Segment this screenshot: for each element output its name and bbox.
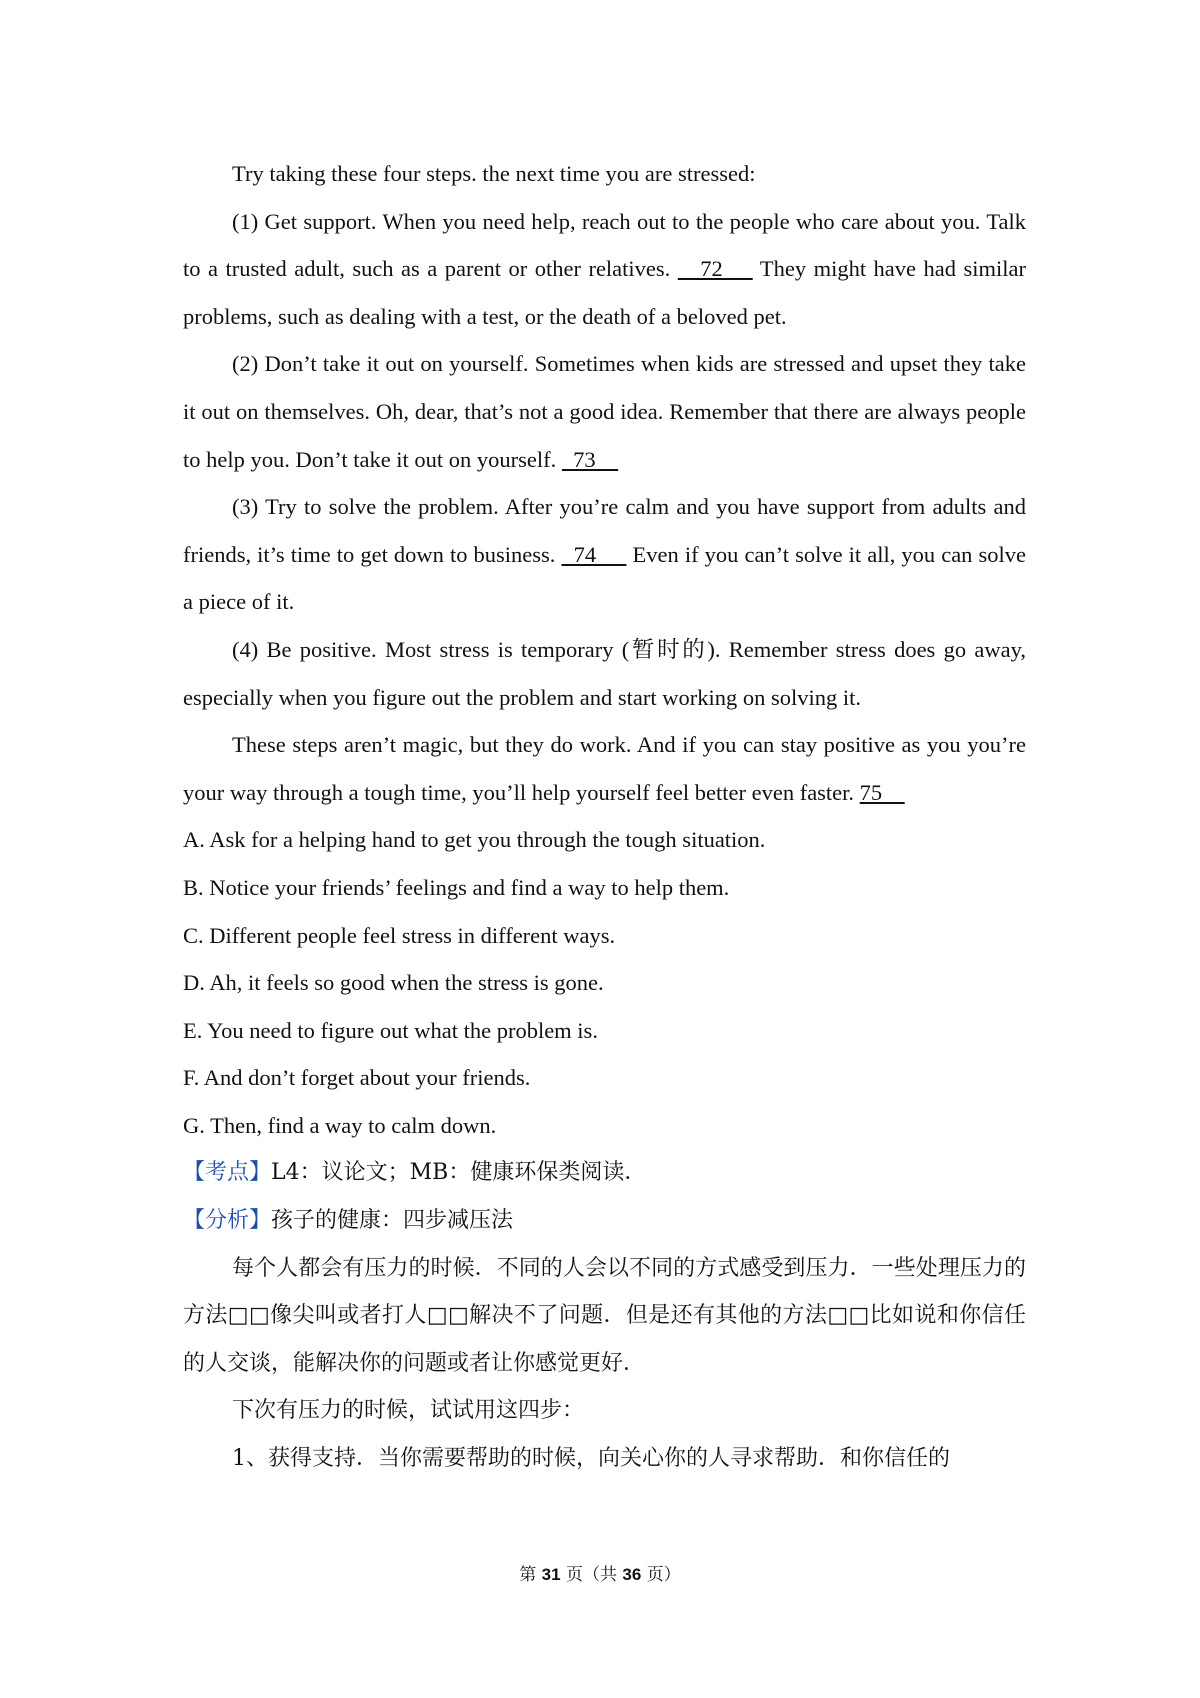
document-body	[183, 150, 1026, 1483]
closing-paragraph	[183, 721, 1026, 816]
step-3-text-end: Even if you can’t solve it all, you can solve a piece of it.	[183, 541, 1026, 615]
closing-text: These steps aren’t magic, but they do work. And if you can stay positive as you you’re your way through a tough time, you’ll help yourself feel better even faster.	[183, 732, 1026, 805]
kaodian-text: L4：议论文；MB：健康环保类阅读．	[271, 1160, 647, 1186]
option-a: A. Ask for a helping hand to get you through the tough situation.	[183, 827, 766, 853]
fenxi-line	[183, 1197, 1026, 1245]
step-2-text: (2) Don’t take it out on yourself. Sometimes when kids are stressed and upset they take it out on themselves. Oh, dear, that’s not a good idea. Remember that there are always people to help you. Don’t take it out on yourself.	[183, 351, 1026, 472]
kaodian-tag: 【考点】	[183, 1160, 272, 1186]
step-1-text: (1) Get support. When you need help, reach out to the people who care about you. Talk to a trusted adult, such as a parent or other relatives.	[183, 208, 1026, 282]
fenxi-text: 孩子的健康：四步减压法	[271, 1208, 514, 1234]
footer-middle: 页（共	[560, 1565, 623, 1585]
step-4-paragraph: (4) Be positive. Most stress is temporary (暂时的). Remember stress does go away, especially when you figure out the problem and start working on solving it.	[183, 636, 1026, 710]
footer-page-number: 31	[541, 1565, 561, 1584]
fenxi-tag: 【分析】	[183, 1208, 272, 1234]
option-b: B. Notice your friends’ feelings and find a way to help them.	[183, 874, 730, 900]
option-e: E. You need to figure out what the problem is.	[183, 1017, 598, 1043]
blank-75: 75	[859, 779, 905, 805]
footer-suffix: 页）	[641, 1565, 681, 1585]
blank-72: 72	[677, 256, 753, 282]
intro-paragraph: Try taking these four steps. the next time you are stressed:	[232, 161, 756, 186]
kaodian-line	[183, 1149, 1026, 1197]
footer-total-pages: 36	[622, 1565, 642, 1584]
option-d: D. Ah, it feels so good when the stress is gone.	[183, 970, 604, 996]
step-1-paragraph	[183, 198, 1026, 341]
footer-prefix: 第	[519, 1565, 542, 1585]
option-c: C. Different people feel stress in different ways.	[183, 922, 616, 948]
chinese-paragraph-3: 1、获得支持．当你需要帮助的时候，向关心你的人寻求帮助．和你信任的	[232, 1446, 950, 1472]
chinese-paragraph-2: 下次有压力的时候，试试用这四步：	[232, 1398, 585, 1424]
option-g: G. Then, find a way to calm down.	[183, 1112, 497, 1138]
step-1-text-end: They might have had similar problems, such as dealing with a test, or the death of a beloved pet.	[183, 256, 1027, 329]
step-2-paragraph	[183, 340, 1026, 483]
page-footer	[0, 1560, 1200, 1585]
option-f: F. And don’t forget about your friends.	[183, 1065, 531, 1091]
step-3-text: (3) Try to solve the problem. After you’re calm and you have support from adults and friends, it’s time to get down to business.	[183, 494, 1026, 567]
step-3-paragraph	[183, 483, 1026, 626]
chinese-paragraph-1: 每个人都会有压力的时候．不同的人会以不同的方式感受到压力．一些处理压力的方法□□像尖叫或者打人□□解决不了问题．但是还有其他的方法□□比如说和你信任的人交谈，能解决你的问题或者让你感觉更好．	[183, 1255, 1026, 1376]
blank-74: 74	[561, 541, 627, 567]
blank-73: 73	[561, 446, 619, 472]
